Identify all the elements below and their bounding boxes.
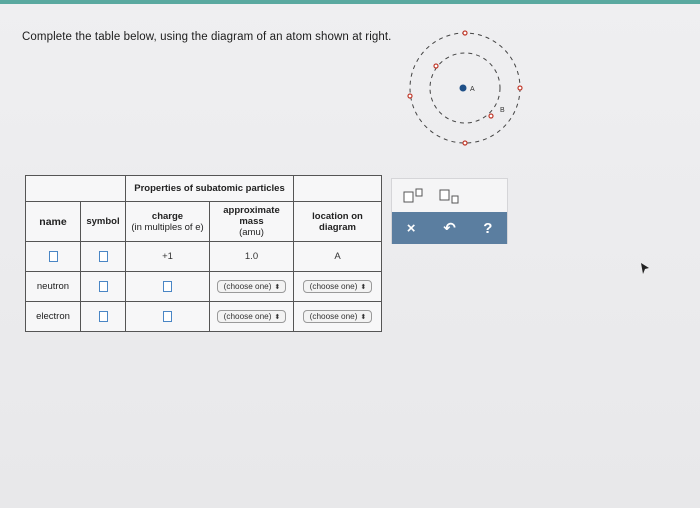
header-mass (210, 202, 294, 242)
header-location: location on diagram (294, 202, 382, 242)
header-name: name (26, 202, 81, 242)
mouse-cursor-icon (640, 262, 650, 276)
charge-cell (126, 302, 210, 332)
symbol-input-box[interactable] (99, 281, 108, 292)
table-row-electron (26, 302, 382, 332)
dropdown-arrows-icon: ⬍ (274, 284, 281, 291)
header-mass-sub: (amu) (239, 227, 264, 238)
atom-diagram (405, 20, 530, 150)
toolbar-action-row (392, 212, 507, 244)
location-dropdown[interactable] (303, 310, 373, 323)
mass-dropdown[interactable] (217, 310, 287, 323)
header-symbol: symbol (81, 202, 126, 242)
undo-button[interactable]: ↶ (443, 220, 456, 237)
clear-button[interactable]: × (406, 219, 416, 237)
location-dropdown-label: (choose one) (309, 282, 358, 291)
label-a: A (470, 86, 475, 93)
electron-dot (489, 114, 493, 118)
name-cell (26, 242, 81, 272)
dropdown-arrows-icon: ⬍ (360, 314, 367, 321)
table-row-proton (26, 242, 382, 272)
charge-value: +1 (162, 251, 173, 262)
mass-cell (210, 272, 294, 302)
electron-dot (463, 141, 467, 145)
location-cell (294, 242, 382, 272)
charge-input-box[interactable] (163, 311, 172, 322)
top-accent-bar (0, 0, 700, 4)
electron-dot (518, 86, 522, 90)
charge-cell (126, 242, 210, 272)
subscript-template-button[interactable] (436, 187, 466, 205)
location-cell (294, 272, 382, 302)
question-prompt: Complete the table below, using the diagram of an atom shown at right. (22, 31, 392, 43)
location-dropdown-label: (choose one) (309, 312, 358, 321)
symbol-input-box[interactable] (99, 251, 108, 262)
header-charge-sub: (in multiples of e) (131, 221, 204, 233)
mass-dropdown[interactable] (217, 280, 287, 293)
name-cell: electron (26, 302, 81, 332)
mass-value: 1.0 (244, 251, 259, 262)
nucleus (460, 85, 467, 92)
subscript-icon (438, 188, 464, 204)
answer-toolbar (391, 178, 508, 244)
label-b: B (500, 107, 505, 114)
dropdown-arrows-icon: ⬍ (360, 284, 367, 291)
subatomic-particles-table (25, 175, 382, 332)
symbol-cell (81, 242, 126, 272)
mass-dropdown-label: (choose one) (223, 312, 272, 321)
superscript-template-button[interactable] (400, 187, 430, 205)
header-charge (126, 202, 210, 242)
superscript-icon (402, 188, 428, 204)
charge-cell (126, 272, 210, 302)
header-mass-title: approximate mass (223, 205, 280, 227)
location-dropdown[interactable] (303, 280, 373, 293)
symbol-cell (81, 302, 126, 332)
location-value: A (334, 251, 341, 262)
charge-input-box[interactable] (163, 281, 172, 292)
toolbar-template-row (392, 179, 507, 212)
group-header: Properties of subatomic particles (126, 176, 294, 202)
symbol-input-box[interactable] (99, 311, 108, 322)
location-cell (294, 302, 382, 332)
name-cell: neutron (26, 272, 81, 302)
mass-cell (210, 242, 294, 272)
mass-cell (210, 302, 294, 332)
electron-dot (434, 64, 438, 68)
table-row-neutron (26, 272, 382, 302)
electron-dot (463, 31, 467, 35)
mass-dropdown-label: (choose one) (223, 282, 272, 291)
help-button[interactable]: ? (483, 219, 493, 237)
name-input-box[interactable] (49, 251, 58, 262)
electron-dot (408, 94, 412, 98)
symbol-cell (81, 272, 126, 302)
header-charge-title: charge (151, 210, 184, 222)
dropdown-arrows-icon: ⬍ (274, 314, 281, 321)
